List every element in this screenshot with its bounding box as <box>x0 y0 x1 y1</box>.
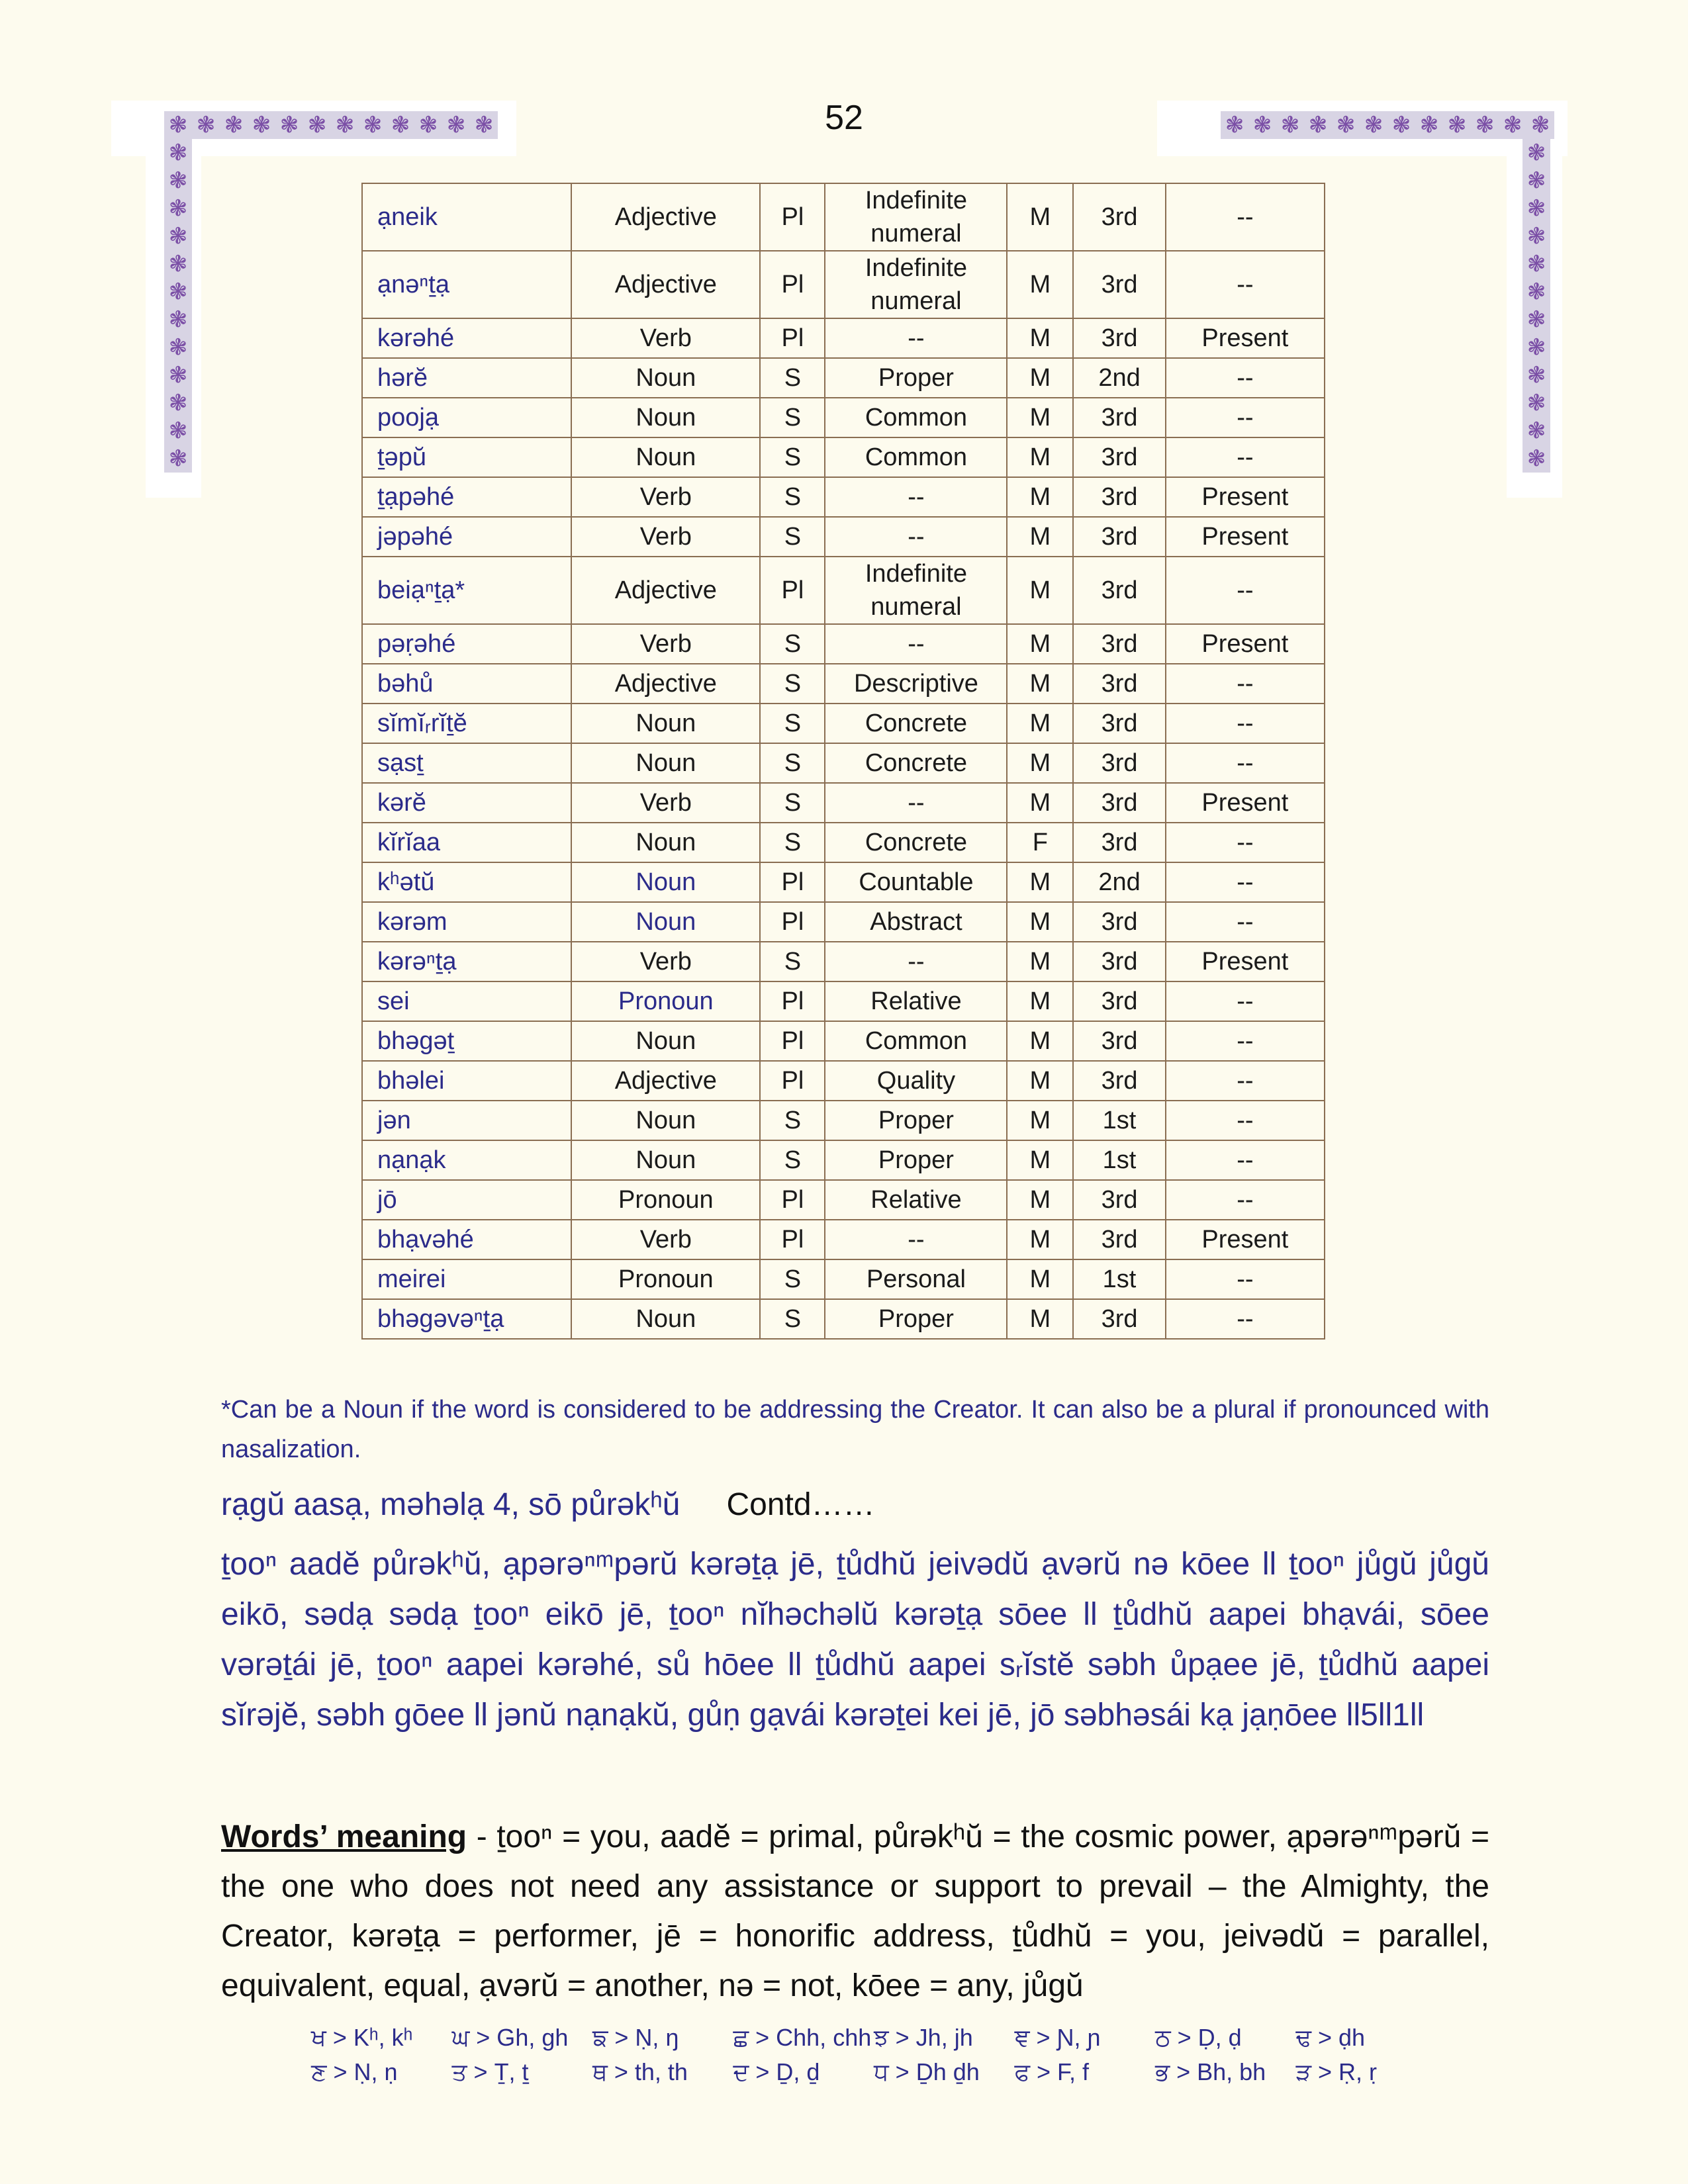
table-row <box>362 358 1325 398</box>
flower-icon: ❃ <box>1526 306 1546 333</box>
cell-type: Descriptive <box>825 664 1007 704</box>
cell-type: Abstract <box>825 902 1007 942</box>
cell-word: kʰətŭ <box>362 862 571 902</box>
cell-gender: M <box>1007 743 1073 783</box>
cell-pos: Adjective <box>571 183 760 251</box>
table-row <box>362 437 1325 477</box>
flower-icon: ❃ <box>1503 112 1523 138</box>
cell-pos: Noun <box>571 398 760 437</box>
flower-icon: ❃ <box>391 112 410 138</box>
flower-icon: ❃ <box>1526 279 1546 305</box>
cell-word: jō <box>362 1180 571 1220</box>
cell-word: ṯạpəhé <box>362 477 571 517</box>
cell-word: sạsṯ <box>362 743 571 783</box>
cell-tense: -- <box>1166 862 1325 902</box>
cell-num: Pl <box>760 902 825 942</box>
table-row <box>362 942 1325 981</box>
cell-word: sei <box>362 981 571 1021</box>
cell-word: bəhů <box>362 664 571 704</box>
flower-icon: ❃ <box>196 112 216 138</box>
cell-num: S <box>760 1259 825 1299</box>
cell-type: -- <box>825 624 1007 664</box>
cell-pos: Noun <box>571 1101 760 1140</box>
cell-num: Pl <box>760 183 825 251</box>
cell-person: 1st <box>1073 1259 1166 1299</box>
meaning-label: Words’ meaning <box>221 1819 467 1854</box>
flower-icon: ❃ <box>168 390 188 416</box>
cell-gender: M <box>1007 183 1073 251</box>
flower-icon: ❃ <box>1526 195 1546 222</box>
table-row <box>362 902 1325 942</box>
table-row <box>362 743 1325 783</box>
cell-person: 3rd <box>1073 557 1166 624</box>
cell-gender: M <box>1007 942 1073 981</box>
cell-person: 3rd <box>1073 437 1166 477</box>
cell-num: S <box>760 743 825 783</box>
transliteration-key <box>311 2024 1436 2093</box>
cell-person: 3rd <box>1073 183 1166 251</box>
key-item: ਘ > Gh, gh <box>451 2024 569 2051</box>
cell-num: S <box>760 398 825 437</box>
table-row <box>362 1220 1325 1259</box>
verse-heading <box>221 1486 1489 1523</box>
cell-tense: -- <box>1166 557 1325 624</box>
flower-icon: ❃ <box>1308 112 1328 138</box>
flower-icon: ❃ <box>168 167 188 194</box>
table-row <box>362 183 1325 251</box>
flower-icon: ❃ <box>168 306 188 333</box>
cell-num: S <box>760 704 825 743</box>
cell-pos: Noun <box>571 358 760 398</box>
table-row <box>362 251 1325 318</box>
cell-pos: Adjective <box>571 557 760 624</box>
flower-icon: ❃ <box>363 112 383 138</box>
cell-word: kərəⁿṯạ <box>362 942 571 981</box>
footnote: *Can be a Noun if the word is considered to be addressing the Creator. It can also be a plural if pronounced with nasalization. <box>221 1396 1489 1463</box>
cell-gender: M <box>1007 557 1073 624</box>
cell-person: 3rd <box>1073 902 1166 942</box>
cell-word: bhạvəhé <box>362 1220 571 1259</box>
flower-icon: ❃ <box>1526 390 1546 416</box>
cell-type: -- <box>825 477 1007 517</box>
cell-gender: M <box>1007 783 1073 823</box>
cell-person: 2nd <box>1073 862 1166 902</box>
cell-gender: M <box>1007 1259 1073 1299</box>
flower-icon: ❃ <box>1252 112 1272 138</box>
cell-gender: F <box>1007 823 1073 862</box>
cell-tense: -- <box>1166 1259 1325 1299</box>
cell-word: kərəhé <box>362 318 571 358</box>
cell-num: S <box>760 1101 825 1140</box>
flower-icon: ❃ <box>252 112 271 138</box>
cell-tense: -- <box>1166 358 1325 398</box>
cell-word: hərĕ <box>362 358 571 398</box>
cell-type: Concrete <box>825 704 1007 743</box>
cell-pos: Noun <box>571 704 760 743</box>
flower-icon: ❃ <box>1364 112 1383 138</box>
cell-word: jən <box>362 1101 571 1140</box>
table-row <box>362 398 1325 437</box>
flower-icon: ❃ <box>168 140 188 166</box>
key-row <box>311 2024 1436 2058</box>
flower-icon: ❃ <box>168 334 188 361</box>
cell-tense: -- <box>1166 704 1325 743</box>
table-row <box>362 1180 1325 1220</box>
flower-icon: ❃ <box>1526 445 1546 472</box>
cell-word: jəpəhé <box>362 517 571 557</box>
cell-tense: Present <box>1166 783 1325 823</box>
key-item: ਢ > ḍh <box>1295 2024 1366 2051</box>
cell-pos: Verb <box>571 477 760 517</box>
cell-gender: M <box>1007 1021 1073 1061</box>
cell-num: S <box>760 1140 825 1180</box>
table-row <box>362 1061 1325 1101</box>
flower-icon: ❃ <box>168 251 188 277</box>
cell-num: S <box>760 783 825 823</box>
cell-pos: Pronoun <box>571 981 760 1021</box>
cell-pos: Verb <box>571 318 760 358</box>
flower-icon: ❃ <box>1526 223 1546 250</box>
cell-tense: -- <box>1166 183 1325 251</box>
cell-person: 3rd <box>1073 477 1166 517</box>
cell-gender: M <box>1007 517 1073 557</box>
key-item: ਖ > Kʰ, kʰ <box>311 2024 413 2051</box>
meaning-text: - ṯooⁿ = you, aadĕ = primal, půrəkʰŭ = the cosmic power, ạpərəⁿᵐpərŭ = the one who does not need any assistance or support to prevail – the Almighty, the Creator, kərəṯạ = performer, jē = honorific address, ṯůdhŭ = you, jeivədŭ = parallel, equivalent, equal, ạvərŭ = another, nə = not, kōee = any, jůgŭ <box>221 1819 1490 2003</box>
cell-word: ṯəpŭ <box>362 437 571 477</box>
cell-num: S <box>760 624 825 664</box>
grammar-table <box>361 183 1325 1340</box>
cell-gender: M <box>1007 477 1073 517</box>
table-row <box>362 517 1325 557</box>
cell-person: 3rd <box>1073 823 1166 862</box>
key-item: ਤ > Ṯ, ṯ <box>451 2058 529 2085</box>
cell-type: Indefinite numeral <box>825 183 1007 251</box>
cell-pos: Adjective <box>571 251 760 318</box>
cell-pos: Noun <box>571 743 760 783</box>
cell-person: 3rd <box>1073 981 1166 1021</box>
cell-pos: Verb <box>571 783 760 823</box>
verse-title: rạgŭ aasạ, məhəlạ 4, sō půrəkʰŭ <box>221 1487 680 1522</box>
table-row <box>362 624 1325 664</box>
cell-type: Common <box>825 437 1007 477</box>
table-row <box>362 477 1325 517</box>
flower-icon: ❃ <box>1391 112 1411 138</box>
cell-word: sĭmĭᵣrĭṯĕ <box>362 704 571 743</box>
key-item: ਫ > F, f <box>1014 2058 1090 2085</box>
cell-gender: M <box>1007 398 1073 437</box>
cell-word: ạneik <box>362 183 571 251</box>
cell-person: 3rd <box>1073 1299 1166 1339</box>
cell-gender: M <box>1007 1140 1073 1180</box>
flower-icon: ❃ <box>1530 112 1550 138</box>
key-item: ਙ > Ṇ, ŋ <box>592 2024 679 2051</box>
table-row <box>362 823 1325 862</box>
verse-text: ṯooⁿ aadĕ půrəkʰŭ, ạpərəⁿᵐpərŭ kərəṯạ jē, ṯůdhŭ jeivədŭ ạvərŭ nə kōee ll ṯooⁿ jůgŭ jůgŭ eikō, sədạ sədạ ṯooⁿ eikō jē, ṯooⁿ nĭhəchəlŭ kərəṯạ sōee ll ṯůdhŭ aapei bhạvái, sōee vərəṯái jē, ṯooⁿ aapei kərəhé, sů hōee ll ṯůdhŭ aapei sᵣĭstĕ səbh ůpạee jē, ṯůdhŭ aapei sĭrəjĕ, səbh gōee ll jənŭ nạnạkŭ, gůṇ gạvái kərəṯei kei jē, jō səbhəsái kạ jạṇōee ll5ll1ll <box>221 1547 1489 1733</box>
cell-word: kĭrĭaa <box>362 823 571 862</box>
cell-num: S <box>760 823 825 862</box>
flower-icon: ❃ <box>1526 251 1546 277</box>
cell-type: -- <box>825 1220 1007 1259</box>
words-meaning <box>221 1812 1489 2011</box>
cell-tense: -- <box>1166 981 1325 1021</box>
cell-num: Pl <box>760 1021 825 1061</box>
cell-pos: Verb <box>571 942 760 981</box>
cell-gender: M <box>1007 358 1073 398</box>
cell-gender: M <box>1007 1180 1073 1220</box>
table-row <box>362 704 1325 743</box>
cell-num: Pl <box>760 1061 825 1101</box>
cell-type: Personal <box>825 1259 1007 1299</box>
cell-gender: M <box>1007 318 1073 358</box>
cell-word: pəṛəhé <box>362 624 571 664</box>
flower-icon: ❃ <box>1526 167 1546 194</box>
cell-tense: -- <box>1166 437 1325 477</box>
cell-num: S <box>760 477 825 517</box>
cell-num: Pl <box>760 318 825 358</box>
cell-type: Concrete <box>825 823 1007 862</box>
cell-type: Common <box>825 1021 1007 1061</box>
cell-word: nạnạk <box>362 1140 571 1180</box>
cell-num: Pl <box>760 557 825 624</box>
flower-icon: ❃ <box>168 445 188 472</box>
flower-icon: ❃ <box>1526 362 1546 388</box>
flower-icon: ❃ <box>168 112 188 138</box>
cell-type: Proper <box>825 1299 1007 1339</box>
cell-pos: Adjective <box>571 1061 760 1101</box>
cell-type: Proper <box>825 1101 1007 1140</box>
flower-border-right <box>1523 139 1550 473</box>
cell-person: 3rd <box>1073 1061 1166 1101</box>
cell-pos: Noun <box>571 902 760 942</box>
cell-pos: Noun <box>571 823 760 862</box>
table-row <box>362 1259 1325 1299</box>
cell-gender: M <box>1007 704 1073 743</box>
flower-icon: ❃ <box>1336 112 1356 138</box>
cell-type: -- <box>825 318 1007 358</box>
cell-type: -- <box>825 783 1007 823</box>
flower-icon: ❃ <box>279 112 299 138</box>
cell-gender: M <box>1007 437 1073 477</box>
cell-pos: Noun <box>571 1140 760 1180</box>
cell-type: Countable <box>825 862 1007 902</box>
cell-tense: -- <box>1166 1140 1325 1180</box>
flower-icon: ❃ <box>1447 112 1467 138</box>
cell-word: poojạ <box>362 398 571 437</box>
cell-num: S <box>760 1299 825 1339</box>
cell-gender: M <box>1007 664 1073 704</box>
cell-pos: Noun <box>571 862 760 902</box>
cell-type: Common <box>825 398 1007 437</box>
key-item: ਥ > th, th <box>592 2058 688 2085</box>
flower-icon: ❃ <box>1526 334 1546 361</box>
cell-tense: -- <box>1166 664 1325 704</box>
table-row <box>362 1299 1325 1339</box>
cell-pos: Adjective <box>571 664 760 704</box>
table-row <box>362 664 1325 704</box>
cell-person: 3rd <box>1073 1021 1166 1061</box>
cell-pos: Verb <box>571 1220 760 1259</box>
flower-icon: ❃ <box>418 112 438 138</box>
table-row <box>362 557 1325 624</box>
cell-gender: M <box>1007 981 1073 1021</box>
cell-gender: M <box>1007 862 1073 902</box>
cell-person: 3rd <box>1073 942 1166 981</box>
cell-person: 3rd <box>1073 251 1166 318</box>
table-row <box>362 318 1325 358</box>
cell-num: Pl <box>760 251 825 318</box>
key-item: ੜ > Ṛ, ṛ <box>1295 2058 1378 2085</box>
key-item: ਞ > Ɲ, ɲ <box>1014 2024 1101 2051</box>
cell-type: -- <box>825 942 1007 981</box>
cell-gender: M <box>1007 1101 1073 1140</box>
cell-num: Pl <box>760 862 825 902</box>
key-row <box>311 2058 1436 2093</box>
flower-icon: ❃ <box>446 112 466 138</box>
cell-type: Concrete <box>825 743 1007 783</box>
continued-label: Contd…… <box>726 1487 875 1522</box>
key-item: ਠ > Ḍ, ḍ <box>1155 2024 1242 2051</box>
cell-type: Indefinite numeral <box>825 251 1007 318</box>
cell-tense: Present <box>1166 477 1325 517</box>
cell-tense: -- <box>1166 251 1325 318</box>
cell-word: ạnəⁿṯạ <box>362 251 571 318</box>
flower-icon: ❃ <box>1526 140 1546 166</box>
flower-icon: ❃ <box>224 112 244 138</box>
cell-person: 3rd <box>1073 743 1166 783</box>
flower-icon: ❃ <box>1280 112 1300 138</box>
cell-pos: Noun <box>571 1299 760 1339</box>
cell-pos: Noun <box>571 1021 760 1061</box>
cell-num: Pl <box>760 1180 825 1220</box>
cell-tense: Present <box>1166 318 1325 358</box>
flower-icon: ❃ <box>1419 112 1439 138</box>
cell-num: S <box>760 664 825 704</box>
cell-num: Pl <box>760 981 825 1021</box>
flower-icon: ❃ <box>1526 418 1546 444</box>
cell-type: Relative <box>825 1180 1007 1220</box>
cell-person: 2nd <box>1073 358 1166 398</box>
cell-word: kərəm <box>362 902 571 942</box>
flower-icon: ❃ <box>168 279 188 305</box>
cell-tense: -- <box>1166 1101 1325 1140</box>
cell-person: 3rd <box>1073 1220 1166 1259</box>
cell-tense: -- <box>1166 1180 1325 1220</box>
cell-gender: M <box>1007 624 1073 664</box>
flower-icon: ❃ <box>335 112 355 138</box>
flower-icon: ❃ <box>307 112 327 138</box>
cell-type: Proper <box>825 1140 1007 1180</box>
cell-person: 3rd <box>1073 398 1166 437</box>
cell-num: S <box>760 358 825 398</box>
cell-tense: Present <box>1166 624 1325 664</box>
cell-type: Relative <box>825 981 1007 1021</box>
cell-person: 1st <box>1073 1140 1166 1180</box>
table-row <box>362 862 1325 902</box>
cell-word: kərĕ <box>362 783 571 823</box>
flower-icon: ❃ <box>1475 112 1495 138</box>
cell-person: 3rd <box>1073 704 1166 743</box>
key-item: ਝ > Jh, jh <box>874 2024 973 2051</box>
cell-person: 1st <box>1073 1101 1166 1140</box>
cell-pos: Noun <box>571 437 760 477</box>
cell-person: 3rd <box>1073 783 1166 823</box>
key-item: ਛ > Chh, chh <box>733 2024 872 2051</box>
flower-border-left <box>164 139 192 473</box>
flower-icon: ❃ <box>1225 112 1244 138</box>
key-item: ਦ > Ḏ, ḏ <box>733 2058 820 2085</box>
page-number: 52 <box>825 99 863 137</box>
cell-gender: M <box>1007 1061 1073 1101</box>
cell-type: Proper <box>825 358 1007 398</box>
cell-type: Indefinite numeral <box>825 557 1007 624</box>
cell-person: 3rd <box>1073 318 1166 358</box>
flower-icon: ❃ <box>168 195 188 222</box>
table-row <box>362 981 1325 1021</box>
cell-num: S <box>760 437 825 477</box>
table-row <box>362 1101 1325 1140</box>
cell-word: meirei <box>362 1259 571 1299</box>
cell-tense: -- <box>1166 1021 1325 1061</box>
cell-tense: -- <box>1166 398 1325 437</box>
cell-tense: -- <box>1166 1299 1325 1339</box>
cell-tense: -- <box>1166 823 1325 862</box>
key-item: ਣ > Ṇ, ṇ <box>311 2058 398 2085</box>
cell-type: Quality <box>825 1061 1007 1101</box>
cell-pos: Pronoun <box>571 1259 760 1299</box>
cell-pos: Pronoun <box>571 1180 760 1220</box>
flower-border-top-right <box>1221 111 1554 139</box>
cell-word: beiạⁿṯạ* <box>362 557 571 624</box>
cell-gender: M <box>1007 251 1073 318</box>
flower-border-top-left <box>164 111 498 139</box>
cell-num: S <box>760 942 825 981</box>
cell-word: bhəgəṯ <box>362 1021 571 1061</box>
cell-tense: -- <box>1166 743 1325 783</box>
cell-gender: M <box>1007 1220 1073 1259</box>
table-row <box>362 783 1325 823</box>
cell-tense: -- <box>1166 1061 1325 1101</box>
cell-word: bhəlei <box>362 1061 571 1101</box>
cell-gender: M <box>1007 1299 1073 1339</box>
flower-icon: ❃ <box>168 223 188 250</box>
table-row <box>362 1140 1325 1180</box>
cell-gender: M <box>1007 902 1073 942</box>
flower-icon: ❃ <box>168 362 188 388</box>
key-item: ਧ > Ḏh ḏh <box>874 2058 980 2085</box>
cell-tense: Present <box>1166 1220 1325 1259</box>
cell-person: 3rd <box>1073 517 1166 557</box>
flower-icon: ❃ <box>474 112 494 138</box>
cell-person: 3rd <box>1073 624 1166 664</box>
cell-tense: -- <box>1166 902 1325 942</box>
cell-tense: Present <box>1166 942 1325 981</box>
cell-pos: Verb <box>571 517 760 557</box>
cell-pos: Verb <box>571 624 760 664</box>
cell-type: -- <box>825 517 1007 557</box>
cell-word: bhəgəvəⁿṯạ <box>362 1299 571 1339</box>
cell-num: S <box>760 517 825 557</box>
flower-icon: ❃ <box>168 418 188 444</box>
table-row <box>362 1021 1325 1061</box>
cell-num: Pl <box>760 1220 825 1259</box>
key-item: ਭ > Bh, bh <box>1155 2058 1266 2085</box>
cell-tense: Present <box>1166 517 1325 557</box>
cell-person: 3rd <box>1073 664 1166 704</box>
cell-person: 3rd <box>1073 1180 1166 1220</box>
